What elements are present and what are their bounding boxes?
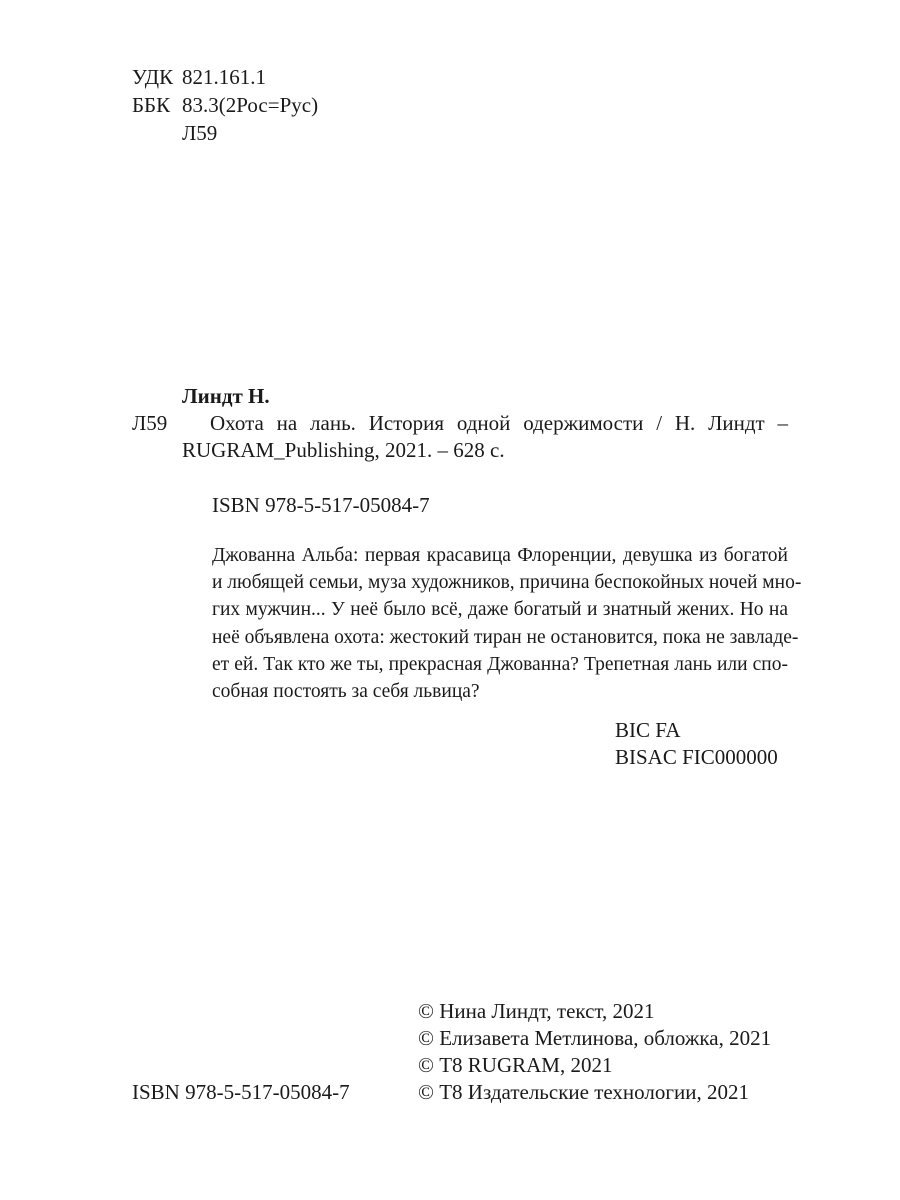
catalog-mark: Л59 <box>132 411 168 435</box>
catalog-author: Линдт Н. <box>182 384 270 408</box>
bbk-row <box>132 92 318 118</box>
udk-row <box>132 64 266 90</box>
bbk-value: 83.3(2Рос=Рус) <box>182 93 319 117</box>
author-mark-top: Л59 <box>182 121 218 145</box>
annotation-line: неё объявлена охота: жестокий тиран не остановится, пока не завладе- <box>212 626 799 648</box>
udk-label: УДК <box>132 65 174 89</box>
bisac-code: BISAC FIC000000 <box>615 745 778 769</box>
bic-code: BIC FA <box>615 718 681 742</box>
copyright-line: © Т8 Издательские технологии, 2021 <box>418 1080 749 1104</box>
bbk-label: ББК <box>132 93 171 117</box>
annotation-paragraph <box>212 542 802 705</box>
annotation-line: и любящей семьи, муза художников, причина беспокойных ночей мно- <box>212 572 802 594</box>
copyright-line: © Елизавета Метлинова, обложка, 2021 <box>418 1026 772 1050</box>
catalog-title-line: Охота на лань. История одной одержимости / Н. Линдт – <box>210 411 788 435</box>
annotation-line: Джованна Альба: первая красавица Флоренции, девушка из богатой <box>212 545 788 566</box>
copyright-line: © Нина Линдт, текст, 2021 <box>418 999 655 1023</box>
annotation-line: собная постоять за себя львица? <box>212 681 480 703</box>
annotation-line: ет ей. Так кто же ты, прекрасная Джованна? Трепетная лань или спо- <box>212 653 788 675</box>
bottom-isbn: ISBN 978-5-517-05084-7 <box>132 1080 350 1104</box>
copyright-line: © Т8 RUGRAM, 2021 <box>418 1053 613 1077</box>
catalog-publisher-line: RUGRAM_Publishing, 2021. – 628 с. <box>182 438 505 462</box>
annotation-line: гих мужчин... У неё было всё, даже богатый и знатный жених. Но на <box>212 599 788 621</box>
catalog-isbn: ISBN 978-5-517-05084-7 <box>212 493 430 517</box>
udk-value: 821.161.1 <box>182 65 266 89</box>
